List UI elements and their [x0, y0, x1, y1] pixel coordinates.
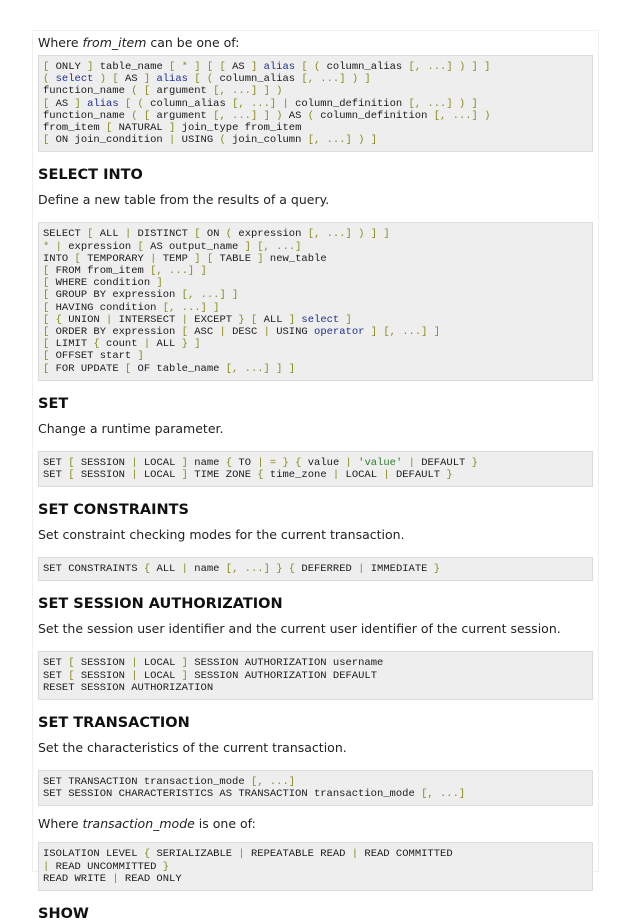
- code-line: READ WRITE | READ ONLY: [43, 872, 182, 885]
- code-line: SET [ SESSION | LOCAL ] TIME ZONE { time_zone | LOCAL | DEFAULT }: [43, 469, 453, 482]
- code-line: INTO [ TEMPORARY | TEMP ] [ TABLE ] new_table: [43, 252, 327, 265]
- code-line: [ OFFSET start ]: [43, 350, 144, 363]
- code-line: [ ORDER BY expression [ ASC | DESC | USING operator ] [, ...] ]: [43, 326, 441, 339]
- set-code-block: [38, 451, 593, 487]
- heading-set-constraints: SET CONSTRAINTS: [38, 502, 189, 519]
- from-item-code-block: [38, 55, 593, 152]
- code-line: * | expression [ AS output_name ] [, ...]: [43, 240, 302, 253]
- heading-set-transaction: SET TRANSACTION: [38, 715, 190, 732]
- heading-show: SHOW: [38, 906, 89, 923]
- code-line: [ WHERE condition ]: [43, 277, 163, 290]
- set-session-authorization-description: Set the session user identifier and the current user identifier of the current session.: [38, 621, 561, 637]
- code-line: ISOLATION LEVEL { SERIALIZABLE | REPEATABLE READ | READ COMMITTED: [43, 848, 453, 861]
- code-line: [ HAVING condition [, ...] ]: [43, 301, 220, 314]
- from-item-intro: Where from_item can be one of:: [38, 35, 240, 50]
- heading-set: SET: [38, 395, 69, 412]
- code-line: function_name ( [ argument [, ...] ] ): [43, 85, 283, 98]
- set-description: Change a runtime parameter.: [38, 420, 224, 436]
- code-line: [ { UNION | INTERSECT | EXCEPT } [ ALL ] select ]: [43, 313, 352, 326]
- code-line: SET SESSION CHARACTERISTICS AS TRANSACTION transaction_mode [, ...]: [43, 788, 466, 801]
- code-line: [ AS ] alias [ ( column_alias [, ...] | column_definition [, ...] ) ]: [43, 97, 478, 110]
- code-line: SET TRANSACTION transaction_mode [, ...]: [43, 776, 296, 789]
- set-transaction-description: Set the characteristics of the current transaction.: [38, 740, 347, 756]
- transaction-mode-intro: Where transaction_mode is one of:: [38, 816, 256, 832]
- select-into-description: Define a new table from the results of a query.: [38, 192, 330, 208]
- heading-set-session-authorization: SET SESSION AUTHORIZATION: [38, 596, 283, 613]
- document-page: [32, 30, 599, 923]
- code-line: ( select ) [ AS ] alias [ ( column_alias [, ...] ) ]: [43, 73, 371, 86]
- code-line: SELECT [ ALL | DISTINCT [ ON ( expression [, ...] ) ] ]: [43, 228, 390, 241]
- code-line: [ FOR UPDATE [ OF table_name [, ...] ] ]: [43, 362, 296, 375]
- code-line: from_item [ NATURAL ] join_type from_item: [43, 122, 302, 135]
- code-line: function_name ( [ argument [, ...] ] ) AS ( column_definition [, ...] ): [43, 109, 491, 122]
- heading-select-into: SELECT INTO: [38, 167, 143, 184]
- code-line: [ FROM from_item [, ...] ]: [43, 265, 207, 278]
- set-session-authorization-code-block: [38, 651, 593, 700]
- code-line: SET [ SESSION | LOCAL ] name { TO | = } { value | 'value' | DEFAULT }: [43, 456, 478, 469]
- code-line: [ LIMIT { count | ALL } ]: [43, 338, 201, 351]
- code-line: RESET SESSION AUTHORIZATION: [43, 681, 214, 694]
- code-line: | READ UNCOMMITTED }: [43, 860, 170, 873]
- transaction-mode-code-block: [38, 842, 593, 891]
- set-constraints-code-block: [38, 557, 593, 581]
- code-line: SET [ SESSION | LOCAL ] SESSION AUTHORIZATION DEFAULT: [43, 669, 378, 682]
- code-line: [ ONLY ] table_name [ * ] [ [ AS ] alias [ ( column_alias [, ...] ) ] ]: [43, 61, 491, 73]
- set-transaction-code-block: [38, 770, 593, 806]
- code-line: [ ON join_condition | USING ( join_column [, ...] ) ]: [43, 134, 377, 147]
- set-constraints-description: Set constraint checking modes for the current transaction.: [38, 527, 405, 543]
- code-line: SET [ SESSION | LOCAL ] SESSION AUTHORIZATION username: [43, 657, 384, 670]
- code-line: SET CONSTRAINTS { ALL | name [, ...] } { DEFERRED | IMMEDIATE }: [43, 563, 441, 576]
- code-line: [ GROUP BY expression [, ...] ]: [43, 289, 239, 302]
- select-into-code-block: [38, 222, 593, 380]
